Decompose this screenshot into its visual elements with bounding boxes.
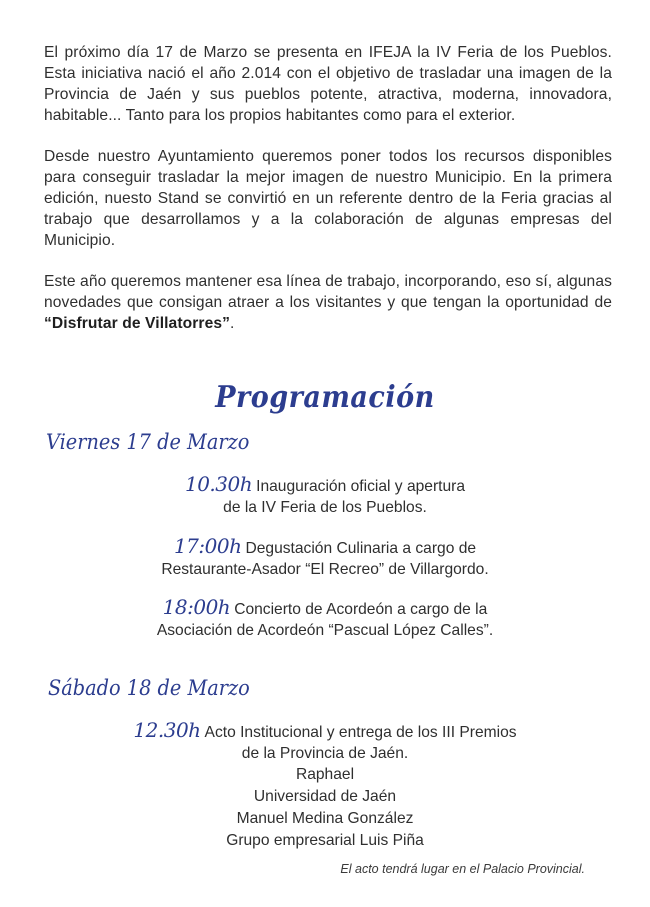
- intro-paragraph-1: El próximo día 17 de Marzo se presenta en IFEJA la IV Feria de los Pueblos. Esta iniciativa nació el año 2.014 con el objetivo de trasladar una imagen de la Provincia de Jaén y sus pueblos potente, atractiva, moderna, innovadora, habitable... Tanto para los propios habitantes como para el exterior.: [44, 44, 612, 124]
- event-item: [0, 597, 650, 641]
- day-heading-friday: Viernes 17 de Marzo: [46, 430, 250, 454]
- event-line-2: Asociación de Acordeón “Pascual López Calles”.: [156, 622, 494, 639]
- event-time: 18:00h: [162, 595, 231, 619]
- event-description: Concierto de Acordeón a cargo de la: [234, 601, 488, 618]
- event-line-2: Restaurante-Asador “El Recreo” de Villargordo.: [161, 561, 489, 578]
- intro-paragraph-2: Desde nuestro Ayuntamiento queremos poner todos los recursos disponibles para conseguir trasladar la mejor imagen de nuestro Municipio. En la primera edición, nuesto Stand se convirtió en un referente dentro de la Feria gracias al trabajo que desarrollamos y a la colaboración de algunas empresas del Municipio.: [44, 148, 612, 249]
- intro-paragraph-3-text: Este año queremos mantener esa línea de trabajo, incorporando, eso sí, algunas novedades que consigan atraer a los visitantes y que tengan la oportunidad de: [44, 273, 612, 311]
- event-line-2: de la Provincia de Jaén.: [241, 745, 409, 762]
- slogan: “Disfrutar de Villatorres”: [44, 315, 231, 332]
- event-line-1: [0, 597, 650, 620]
- program-title: Programación: [215, 380, 435, 415]
- awardee: Raphael: [295, 766, 355, 783]
- event-line-1: [0, 474, 650, 497]
- day-heading-saturday: Sábado 18 de Marzo: [48, 676, 250, 700]
- event-item: [0, 474, 650, 518]
- intro-text: [44, 42, 612, 354]
- event-description: Inauguración oficial y apertura: [256, 478, 466, 495]
- event-time: 17:00h: [173, 534, 242, 558]
- venue-footnote: El acto tendrá lugar en el Palacio Provincial.: [340, 862, 585, 876]
- event-time: 12.30h: [133, 718, 201, 742]
- event-item: [0, 536, 650, 580]
- event-description: Degustación Culinaria a cargo de: [245, 540, 477, 557]
- awardee: Grupo empresarial Luis Piña: [226, 832, 424, 849]
- event-line-1: [0, 720, 650, 743]
- intro-paragraph-3-end: .: [230, 315, 235, 332]
- event-line-2: de la IV Feria de los Pueblos.: [223, 499, 427, 516]
- event-description: Acto Institucional y entrega de los III Premios: [204, 724, 517, 741]
- awardee-list: [0, 764, 650, 852]
- awardee: Manuel Medina González: [236, 810, 414, 827]
- awardee: Universidad de Jaén: [253, 788, 397, 805]
- intro-paragraph-3: [44, 271, 612, 334]
- event-time: 10.30h: [184, 472, 253, 496]
- event-item: [0, 720, 650, 764]
- event-line-1: [0, 536, 650, 559]
